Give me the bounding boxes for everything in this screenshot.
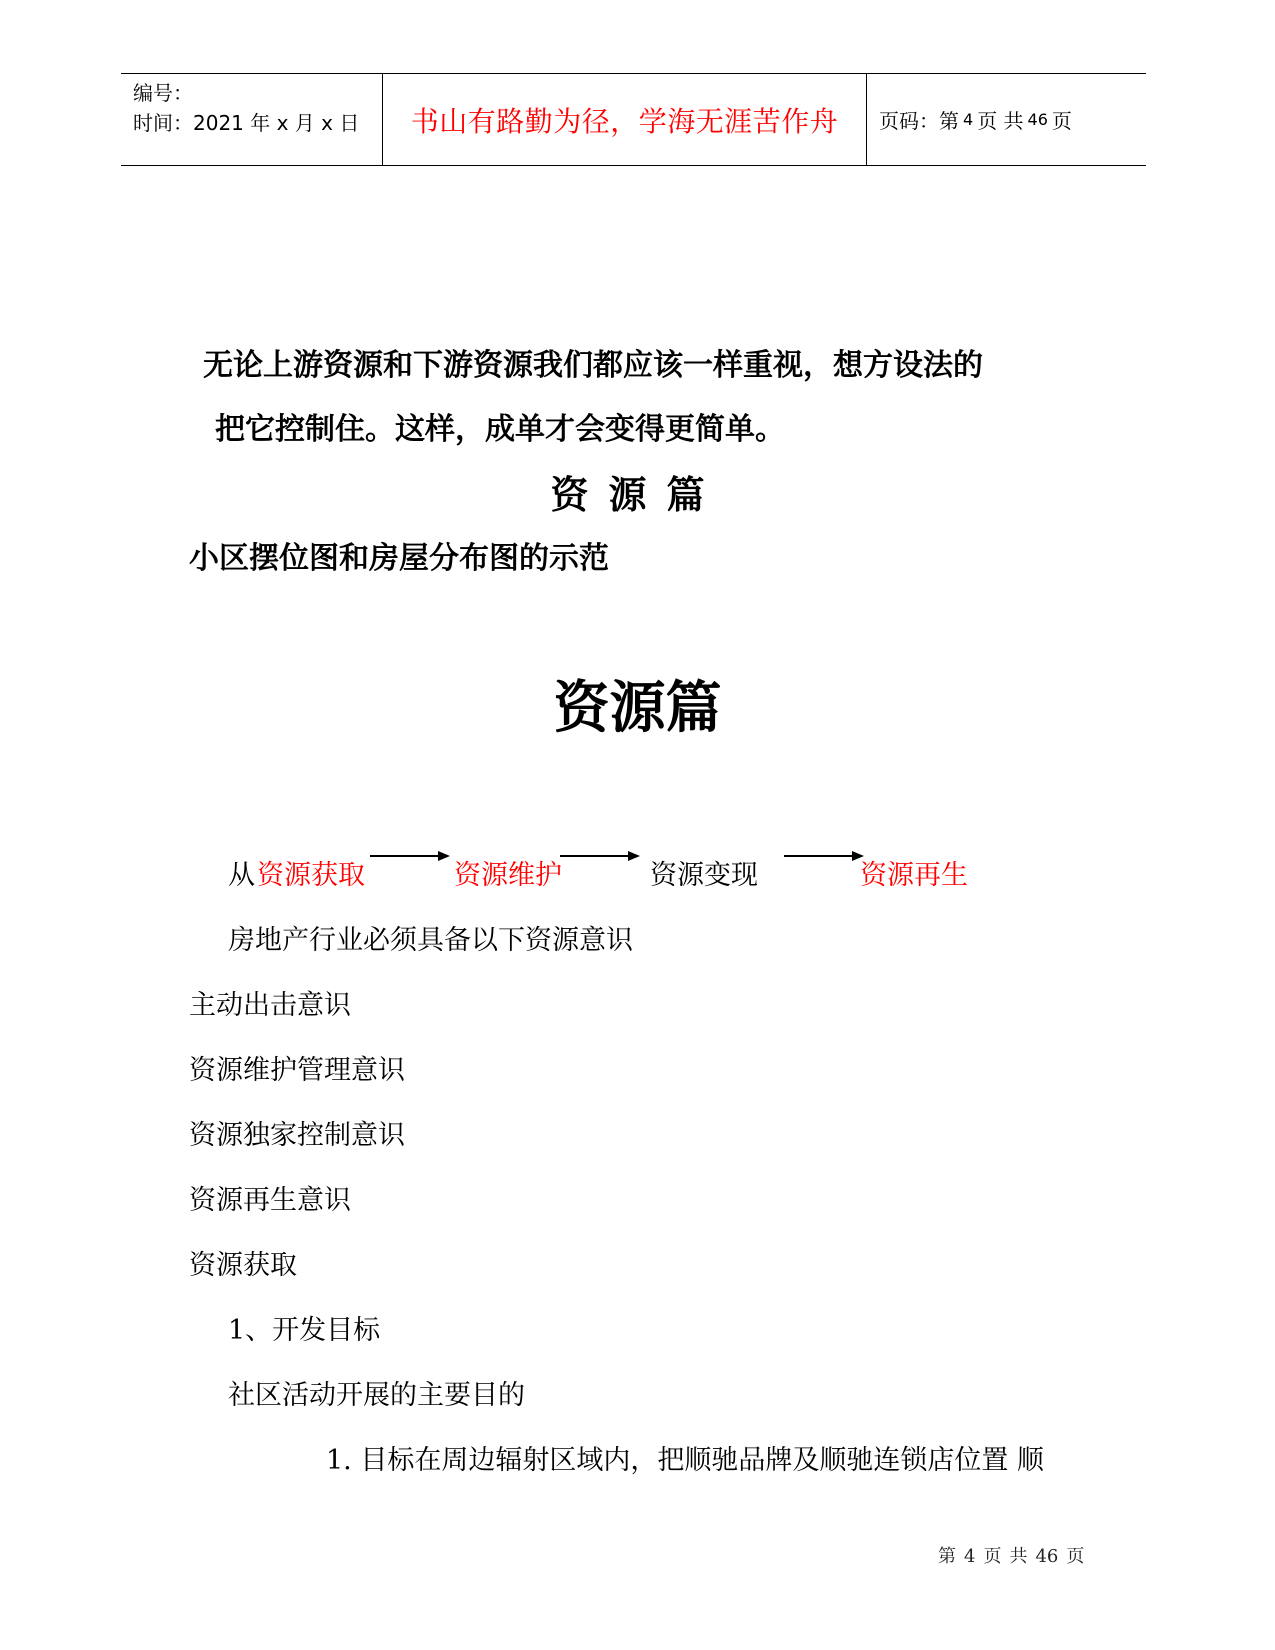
page-prefix: 页码：第	[879, 109, 959, 133]
footer-ye: 页	[983, 1546, 1002, 1567]
footer-gong: 共	[1009, 1546, 1028, 1567]
section-title-spaced: 资源篇	[550, 473, 725, 517]
flow-prefix: 从	[228, 860, 255, 891]
number-label: 编号：	[133, 81, 193, 105]
footer-current: 4	[964, 1546, 976, 1567]
footer-ye2: 页	[1066, 1546, 1085, 1567]
awareness-intro: 房地产行业必须具备以下资源意识	[228, 925, 633, 956]
intro-line-1: 无论上游资源和下游资源我们都应该一样重视，想方设法的	[203, 348, 983, 383]
point-1: 1. 目标在周边辐射区域内，把顺驰品牌及顺驰连锁店位置 顺	[326, 1445, 1044, 1476]
section-title-big: 资源篇	[553, 676, 722, 741]
page-footer	[934, 1542, 1088, 1568]
footer-di: 第	[938, 1546, 956, 1567]
header-meta-cell	[121, 74, 383, 165]
awareness-item-1: 主动出击意识	[189, 990, 351, 1021]
flow-arrow-2	[560, 850, 640, 862]
flow-step-regenerate: 资源再生	[860, 860, 968, 891]
sub-heading-1: 1、开发目标	[228, 1315, 381, 1346]
flow-step-maintain: 资源维护	[454, 860, 562, 891]
page-current: 4	[963, 110, 974, 129]
time-label: 时间：2021 年 x 月 x 日	[133, 111, 360, 135]
flow-step-acquire: 资源获取	[257, 860, 365, 891]
subtitle: 小区摆位图和房屋分布图的示范	[189, 541, 609, 576]
page-suffix: 页	[1051, 109, 1072, 133]
intro-line-2: 把它控制住。这样，成单才会变得更简单。	[215, 412, 785, 447]
flow-step-monetize: 资源变现	[650, 860, 758, 891]
awareness-item-4: 资源再生意识	[189, 1185, 351, 1216]
sub-heading-2: 社区活动开展的主要目的	[228, 1380, 525, 1411]
footer-total: 46	[1035, 1546, 1059, 1567]
heading-acquire: 资源获取	[189, 1250, 297, 1281]
page-header	[121, 73, 1146, 166]
awareness-item-2: 资源维护管理意识	[189, 1055, 405, 1086]
awareness-item-3: 资源独家控制意识	[189, 1120, 405, 1151]
header-motto-cell	[383, 74, 867, 165]
page-middle: 页 共	[977, 109, 1024, 133]
flow-arrow-1	[370, 850, 450, 862]
motto-text: 书山有路勤为径，学海无涯苦作舟	[410, 104, 839, 138]
page-total: 46	[1027, 110, 1048, 129]
flow-arrow-3	[784, 850, 864, 862]
header-page-cell	[867, 74, 1146, 165]
